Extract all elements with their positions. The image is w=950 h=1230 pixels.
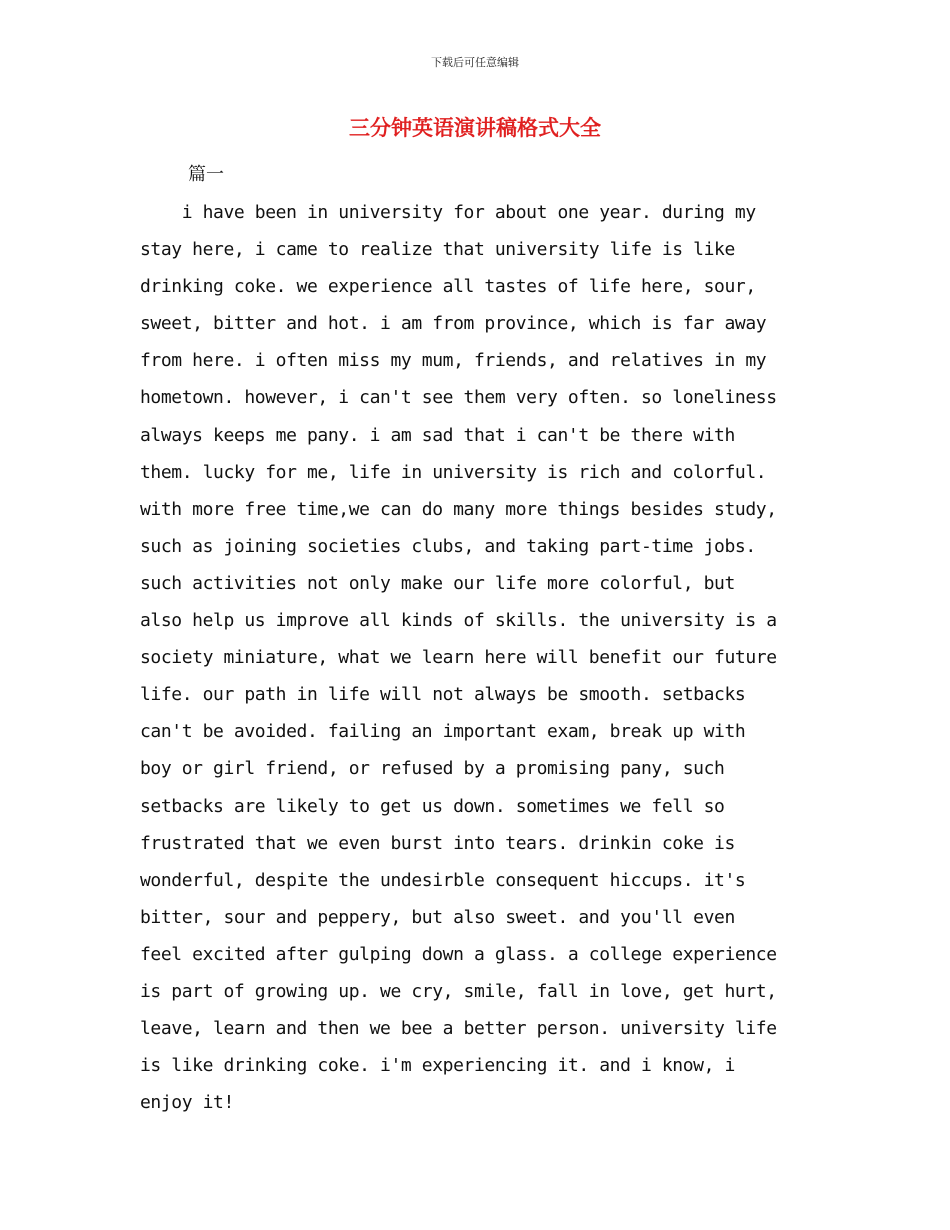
text-line: leave, learn and then we bee a better person. university life (140, 1018, 777, 1040)
text-line: always keeps me pany. i am sad that i can't be there with (140, 424, 735, 446)
text-line: boy or girl friend, or refused by a promising pany, such (140, 758, 725, 780)
text-line: i have been in university for about one year. during my (140, 202, 756, 223)
text-line: life. our path in life will not always be smooth. setbacks (140, 684, 746, 706)
text-line: frustrated that we even burst into tears. drinkin coke is (140, 832, 735, 854)
text-line: setbacks are likely to get us down. sometimes we fell so (140, 795, 725, 817)
text-line: is like drinking coke. i'm experiencing it. and i know, i (140, 1055, 735, 1077)
text-line: such activities not only make our life more colorful, but (140, 572, 735, 594)
text-line: them. lucky for me, life in university is rich and colorful. (140, 461, 767, 483)
section-label: 篇一 (188, 164, 224, 185)
text-line: such as joining societies clubs, and taking part-time jobs. (140, 535, 756, 557)
text-line: with more free time,we can do many more things besides study, (140, 498, 777, 520)
text-line: is part of growing up. we cry, smile, fall in love, get hurt, (140, 980, 777, 1002)
text-line: hometown. however, i can't see them very often. so loneliness (140, 387, 777, 409)
text-line: sweet, bitter and hot. i am from province, which is far away (140, 313, 767, 335)
text-line: also help us improve all kinds of skills. the university is a (140, 610, 777, 632)
text-line: can't be avoided. failing an important exam, break up with (140, 721, 746, 743)
text-line: from here. i often miss my mum, friends, and relatives in my (140, 350, 767, 372)
header-note: 下载后可任意编辑 (431, 56, 519, 69)
text-line: drinking coke. we experience all tastes of life here, sour, (140, 276, 756, 298)
document-title: 三分钟英语演讲稿格式大全 (349, 116, 601, 140)
text-line: bitter, sour and peppery, but also sweet. and you'll even (140, 906, 735, 928)
text-line: feel excited after gulping down a glass. a college experience (140, 943, 777, 965)
text-line: enjoy it! (140, 1092, 234, 1114)
text-line: society miniature, what we learn here will benefit our future (140, 647, 777, 669)
text-line: wonderful, despite the undesirble consequent hiccups. it's (140, 869, 746, 891)
body-paragraph (140, 194, 777, 1121)
text-line: stay here, i came to realize that university life is like (140, 239, 735, 261)
